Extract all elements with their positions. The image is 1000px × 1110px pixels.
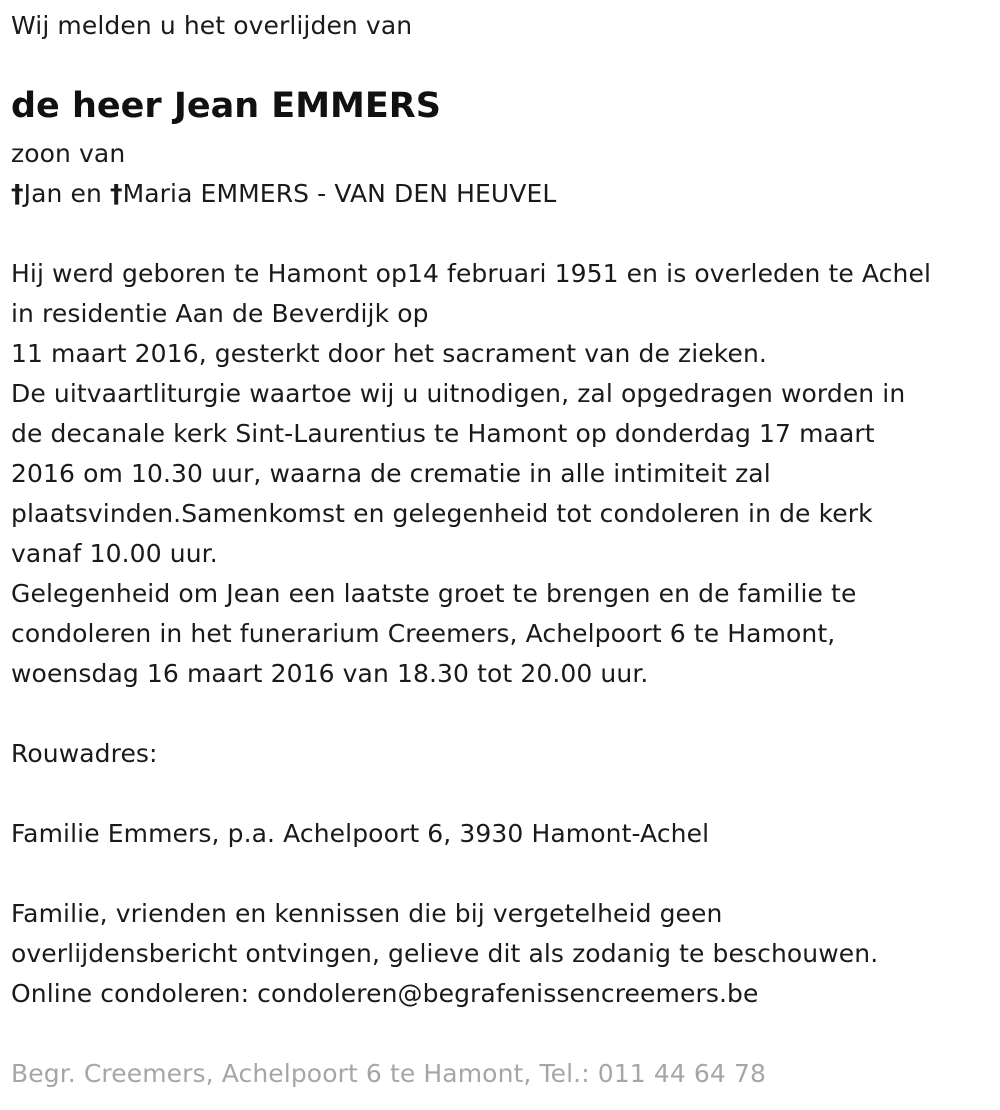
body-line: de decanale kerk Sint-Laurentius te Hamont op donderdag 17 maart <box>11 419 875 448</box>
cross-icon: † <box>109 179 123 208</box>
body-line: woensdag 16 maart 2016 van 18.30 tot 20.00 uur. <box>11 659 649 688</box>
intro-text: Wij melden u het overlijden van <box>11 11 413 40</box>
body-line: plaatsvinden.Samenkomst en gelegenheid tot condoleren in de kerk <box>11 499 873 528</box>
online-condolence-line: Online condoleren: condoleren@begrafenissencreemers.be <box>11 979 759 1008</box>
parent-father: Jan en <box>23 179 110 208</box>
relation-text: zoon van <box>11 139 126 168</box>
deceased-name: de heer Jean EMMERS <box>11 86 441 126</box>
body-line: 2016 om 10.30 uur, waarna de crematie in alle intimiteit zal <box>11 459 771 488</box>
body-line: 11 maart 2016, gesterkt door het sacrament van de zieken. <box>11 339 767 368</box>
closing-line: Familie, vrienden en kennissen die bij vergetelheid geen <box>11 899 723 928</box>
body-line: De uitvaartliturgie waartoe wij u uitnodigen, zal opgedragen worden in <box>11 379 906 408</box>
body-line: Hij werd geboren te Hamont op14 februari 1951 en is overleden te Achel <box>11 259 931 288</box>
parents-line <box>11 174 556 214</box>
body-line: in residentie Aan de Beverdijk op <box>11 299 429 328</box>
cross-icon: † <box>11 179 24 208</box>
closing-line: overlijdensbericht ontvingen, gelieve dit als zodanig te beschouwen. <box>11 939 879 968</box>
body-line: vanaf 10.00 uur. <box>11 539 218 568</box>
address-label: Rouwadres: <box>11 739 158 768</box>
parent-mother: Maria EMMERS - VAN DEN HEUVEL <box>122 179 557 208</box>
funeral-home-footer: Begr. Creemers, Achelpoort 6 te Hamont, Tel.: 011 44 64 78 <box>11 1059 766 1088</box>
body-line: condoleren in het funerarium Creemers, Achelpoort 6 te Hamont, <box>11 619 836 648</box>
address-value: Familie Emmers, p.a. Achelpoort 6, 3930 Hamont-Achel <box>11 819 710 848</box>
body-line: Gelegenheid om Jean een laatste groet te brengen en de familie te <box>11 579 857 608</box>
